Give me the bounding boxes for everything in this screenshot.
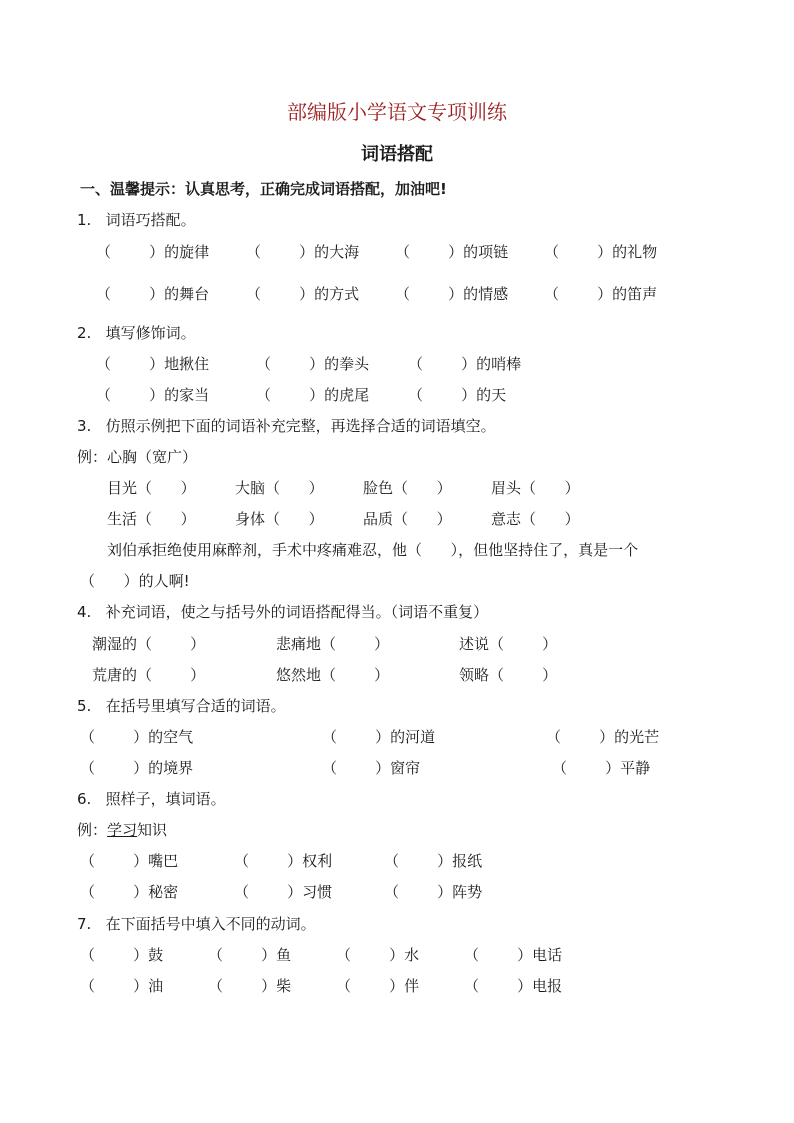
page-title: 部编版小学语文专项训练 <box>287 100 507 124</box>
q7-item: （ ）油 <box>80 977 164 995</box>
q4-item: 潮湿的（ ） <box>92 635 206 653</box>
q1-item: （ ）的情感 <box>395 285 509 303</box>
q4-item: 领略（ ） <box>459 666 558 684</box>
q7-item: （ ）鱼 <box>208 946 292 964</box>
q3-sentence: 刘伯承拒绝使用麻醉剂，手术中疼痛难忍，他（ ），但他坚持住了，真是一个 <box>107 541 639 559</box>
q7-item: （ ）电话 <box>464 946 563 964</box>
q5-item: （ ）的空气 <box>80 728 194 746</box>
q2-item: （ ）的家当 <box>96 386 210 404</box>
q7-item: （ ）柴 <box>208 977 292 995</box>
q3-item: 目光（ ） <box>107 479 196 497</box>
q4-item: 悲痛地（ ） <box>276 635 390 653</box>
q7-item: （ ）鼓 <box>80 946 164 964</box>
q7-heading: 7. 在下面括号中填入不同的动词。 <box>77 915 316 933</box>
q6-example-prefix: 例： <box>77 821 108 839</box>
q1-item: （ ）的礼物 <box>544 243 658 261</box>
q2-item: （ ）地揪住 <box>96 355 210 373</box>
q5-item: （ ）的光芒 <box>546 728 660 746</box>
q4-item: 悠然地（ ） <box>276 666 390 684</box>
q5-item: （ ）窗帘 <box>322 759 421 777</box>
q4-item: 述说（ ） <box>459 635 558 653</box>
q3-heading: 3. 仿照示例把下面的词语补充完整，再选择合适的词语填空。 <box>77 417 496 435</box>
q6-item: （ ）秘密 <box>80 883 179 901</box>
q3-item: 眉头（ ） <box>491 479 580 497</box>
q2-item: （ ）的天 <box>408 386 507 404</box>
q1-item: （ ）的大海 <box>246 243 360 261</box>
q6-item: （ ）报纸 <box>384 852 483 870</box>
section-tip: 一、温馨提示：认真思考，正确完成词语搭配，加油吧! <box>80 180 447 198</box>
q1-item: （ ）的方式 <box>246 285 360 303</box>
q3-item: 脸色（ ） <box>363 479 452 497</box>
q2-item: （ ）的哨棒 <box>408 355 522 373</box>
q6-item: （ ）习惯 <box>234 883 333 901</box>
q1-item: （ ）的舞台 <box>96 285 210 303</box>
q1-heading: 1. 词语巧搭配。 <box>77 211 196 229</box>
q5-heading: 5. 在括号里填写合适的词语。 <box>77 697 286 715</box>
q6-example <box>77 820 167 840</box>
q7-item: （ ）水 <box>336 946 420 964</box>
q3-item: 生活（ ） <box>107 510 196 528</box>
q2-heading: 2. 填写修饰词。 <box>77 324 196 342</box>
q6-example-noun: 知识 <box>137 821 168 839</box>
q7-item: （ ）电报 <box>464 977 563 995</box>
q4-item: 荒唐的（ ） <box>92 666 206 684</box>
q1-item: （ ）的笛声 <box>544 285 658 303</box>
q3-example: 例：心胸（宽广） <box>77 448 198 466</box>
q1-item: （ ）的项链 <box>395 243 509 261</box>
q1-item: （ ）的旋律 <box>96 243 210 261</box>
q7-item: （ ）伴 <box>336 977 420 995</box>
q5-item: （ ）平静 <box>552 759 651 777</box>
q4-heading: 4. 补充词语，使之与括号外的词语搭配得当。（词语不重复） <box>77 603 489 621</box>
q3-item: 身体（ ） <box>235 510 324 528</box>
q6-example-verb: 学习 <box>107 821 138 839</box>
q3-item: 大脑（ ） <box>235 479 324 497</box>
q3-sentence: （ ）的人啊! <box>80 572 190 590</box>
q6-item: （ ）阵势 <box>384 883 483 901</box>
q6-item: （ ）权利 <box>234 852 333 870</box>
q3-item: 品质（ ） <box>363 510 452 528</box>
q6-heading: 6. 照样子，填词语。 <box>77 790 226 808</box>
q2-item: （ ）的虎尾 <box>256 386 370 404</box>
q3-item: 意志（ ） <box>491 510 580 528</box>
q6-item: （ ）嘴巴 <box>80 852 179 870</box>
q5-item: （ ）的境界 <box>80 759 194 777</box>
page-subtitle: 词语搭配 <box>361 144 433 165</box>
q5-item: （ ）的河道 <box>322 728 436 746</box>
q2-item: （ ）的拳头 <box>256 355 370 373</box>
